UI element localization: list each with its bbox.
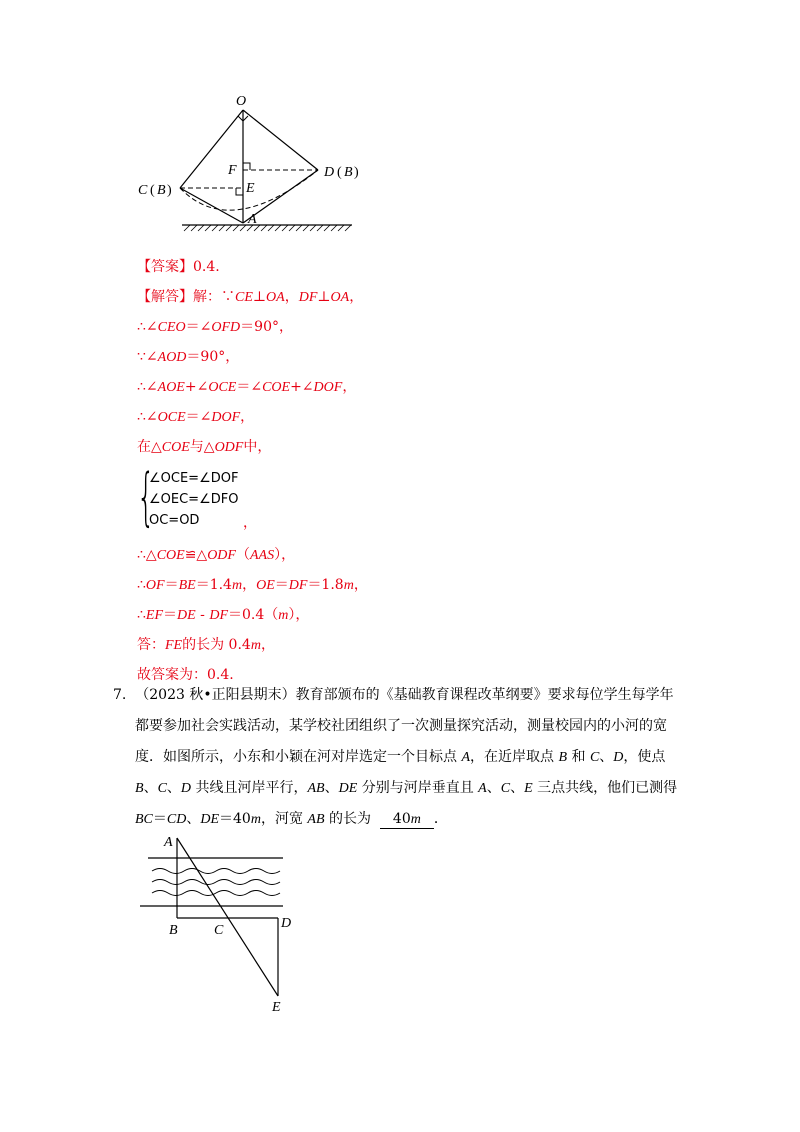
math-term: DE	[338, 781, 358, 796]
text-span: ＝	[152, 811, 167, 827]
text-span: ∴∠	[137, 409, 158, 425]
label-E: E	[246, 181, 255, 196]
text-span: ＝0.4（	[228, 607, 279, 623]
math-term: FE	[165, 638, 183, 653]
math-term: m	[250, 812, 261, 827]
math-term: DOF	[211, 410, 241, 425]
math-term: A	[461, 750, 471, 765]
system-row: OC=OD	[149, 513, 200, 528]
text-span: ＝90°，	[240, 319, 293, 335]
label-paren-open: (	[337, 165, 342, 180]
math-term: AB	[307, 781, 325, 796]
solution-line-9	[137, 600, 697, 630]
label-B-left: B	[157, 183, 166, 198]
math-term: B	[558, 750, 568, 765]
text-span: ，使点	[623, 749, 666, 765]
math-term: OCE	[208, 380, 237, 395]
text-span: ∴	[137, 577, 146, 593]
label-B: B	[169, 923, 178, 938]
text-span: +∠	[184, 379, 209, 395]
math-term: OCE	[157, 410, 186, 425]
text-span: ，	[349, 289, 364, 305]
text-span: 度．如图所示，小东和小颖在河对岸选定一个目标点	[135, 749, 462, 765]
math-term: BE	[178, 578, 196, 593]
math-term: AOD	[157, 350, 187, 365]
label-D: D	[281, 916, 292, 931]
text-span: 、	[510, 780, 525, 796]
solution-line-8	[137, 570, 697, 600]
math-term: B	[135, 781, 144, 796]
text-span: 分别与河岸垂直且	[357, 780, 479, 796]
text-span: ＝	[164, 577, 179, 593]
math-term: COE	[262, 380, 291, 395]
problem-source: （2023 秋•正阳县期末）	[135, 687, 296, 703]
answer-value: 0.4.	[193, 259, 220, 275]
math-term: CEO	[157, 320, 186, 335]
math-term: m	[343, 578, 354, 593]
math-term: ODF	[214, 440, 244, 455]
math-term: DE	[200, 812, 220, 827]
label-A: A	[248, 212, 257, 227]
math-term: ODF	[207, 548, 236, 563]
text-span: （	[235, 547, 250, 563]
blank-value: 40	[392, 811, 411, 827]
text-span: ，	[353, 577, 368, 593]
text-span: ，河宽	[260, 811, 308, 827]
label-D: D	[324, 165, 335, 180]
answer-tag: 【答案】	[137, 259, 193, 275]
text-span: +∠	[290, 379, 314, 395]
solution-line-3	[137, 342, 697, 372]
text-span: 的长为	[324, 811, 376, 827]
label-paren-close-2: )	[167, 183, 172, 198]
text-span: ＝∠	[185, 319, 212, 335]
system-row: ∠OEC=∠DFO	[149, 492, 239, 507]
solution-block	[137, 252, 697, 690]
figure-swing-diagram	[130, 90, 370, 238]
text-span: 、	[166, 780, 181, 796]
text-span: ＝∠	[185, 409, 212, 425]
text-span: 、	[324, 780, 339, 796]
text-span: 、	[186, 811, 201, 827]
label-A: A	[164, 835, 173, 850]
text-span: ∴△	[137, 547, 157, 563]
text-span: 和	[567, 749, 590, 765]
text-span: 教育部颁布的《基础教育课程改革纲要》要求每位学生每学年	[295, 687, 674, 703]
math-term: AAS	[249, 548, 275, 563]
math-term: E	[524, 781, 533, 796]
figure-river-diagram	[138, 830, 298, 1020]
text-span: 中，	[243, 439, 272, 455]
solution-line-4	[137, 372, 697, 402]
solution-line-7	[137, 540, 697, 570]
system-comma: ，	[243, 515, 257, 531]
math-term: COE	[161, 440, 190, 455]
text-span: 答：	[137, 637, 165, 653]
label-C: C	[138, 183, 148, 198]
label-paren-open-2: (	[150, 183, 155, 198]
equation-system	[137, 460, 697, 534]
text-span: ＝40	[219, 811, 251, 827]
math-term: D	[613, 750, 624, 765]
solution-line-5	[137, 402, 697, 432]
text-span: ），	[288, 607, 310, 623]
label-O: O	[236, 94, 247, 109]
text-span: ＝∠	[236, 379, 263, 395]
math-term: m	[250, 638, 261, 653]
answer-line	[137, 252, 697, 282]
problem-line-1	[113, 680, 693, 711]
text-span: ，	[260, 637, 275, 653]
math-term: DOF	[313, 380, 343, 395]
text-span: 都要参加社会实践活动，某学校社团组织了一次测量探究活动，测量校园内的小河的宽	[135, 718, 667, 734]
text-span: ，	[342, 379, 357, 395]
problem-line-2	[113, 711, 693, 742]
text-span: ＝90°，	[186, 349, 240, 365]
text-span: ∴∠	[137, 319, 158, 335]
text-span: 的长为 0.4	[182, 637, 251, 653]
text-span: 、	[486, 780, 501, 796]
math-term: DF	[209, 608, 229, 623]
text-span: ＝	[274, 577, 289, 593]
text-span: 故答案为：0.4.	[137, 667, 234, 683]
text-span: 、	[143, 780, 158, 796]
text-span: 共线且河岸平行，	[191, 780, 308, 796]
text-span: 在△	[137, 439, 162, 455]
math-term: C	[589, 750, 600, 765]
solution-line-10	[137, 630, 697, 660]
math-term: C	[157, 781, 167, 796]
label-B-right: B	[344, 165, 353, 180]
solution-line-2	[137, 312, 697, 342]
math-term: D	[180, 781, 192, 796]
math-term: m	[278, 608, 289, 623]
left-brace-icon: {	[137, 460, 155, 533]
math-term: AB	[307, 812, 325, 827]
text-span: ．	[433, 811, 448, 827]
math-term: OF	[145, 578, 165, 593]
math-term: OFD	[211, 320, 241, 335]
text-span: -	[195, 607, 210, 623]
math-term: OE	[256, 578, 275, 593]
math-term: A	[478, 781, 487, 796]
system-row: ∠OCE=∠DOF	[149, 471, 239, 486]
math-term: CD	[166, 812, 187, 827]
label-paren-close: )	[354, 165, 359, 180]
math-term: DE	[177, 608, 196, 623]
text-span: ，	[284, 289, 299, 305]
math-term: CE⊥OA	[235, 290, 285, 305]
text-span: ，	[240, 409, 255, 425]
text-span: 三点共线，他们已测得	[532, 780, 678, 796]
math-term: AOE	[157, 380, 185, 395]
text-span: ∴	[137, 607, 146, 623]
system-rows	[149, 468, 238, 531]
text-span: ），	[274, 547, 296, 563]
text-span: ＝	[163, 607, 178, 623]
math-term: COE	[156, 548, 185, 563]
problem-line-4	[113, 773, 693, 804]
problem-7	[113, 680, 693, 835]
math-term: DF	[288, 578, 308, 593]
solution-intro: 解：∵	[193, 289, 235, 305]
math-term: EF	[145, 608, 164, 623]
math-term: DF⊥OA	[298, 290, 350, 305]
text-span: ，	[242, 577, 257, 593]
problem-number: 7.	[113, 687, 127, 703]
solution-line-6	[137, 432, 697, 462]
problem-line-3	[113, 742, 693, 773]
answer-blank	[380, 811, 434, 829]
text-span: ∴∠	[137, 379, 158, 395]
text-span: ＝1.4	[195, 577, 232, 593]
text-span: 、	[599, 749, 614, 765]
label-E: E	[272, 1000, 281, 1015]
math-term: BC	[135, 812, 153, 827]
text-span: ，在近岸取点	[470, 749, 559, 765]
text-span: ＝1.8	[307, 577, 344, 593]
text-span: 与△	[189, 439, 215, 455]
math-term: C	[500, 781, 511, 796]
blank-unit: m	[410, 812, 421, 827]
label-C: C	[214, 923, 224, 938]
text-span: ∵∠	[137, 349, 158, 365]
solution-tag: 【解答】	[137, 289, 193, 305]
label-F: F	[228, 163, 237, 178]
solution-line-1	[137, 282, 697, 312]
text-span: ≌△	[184, 547, 208, 563]
math-term: m	[231, 578, 243, 593]
